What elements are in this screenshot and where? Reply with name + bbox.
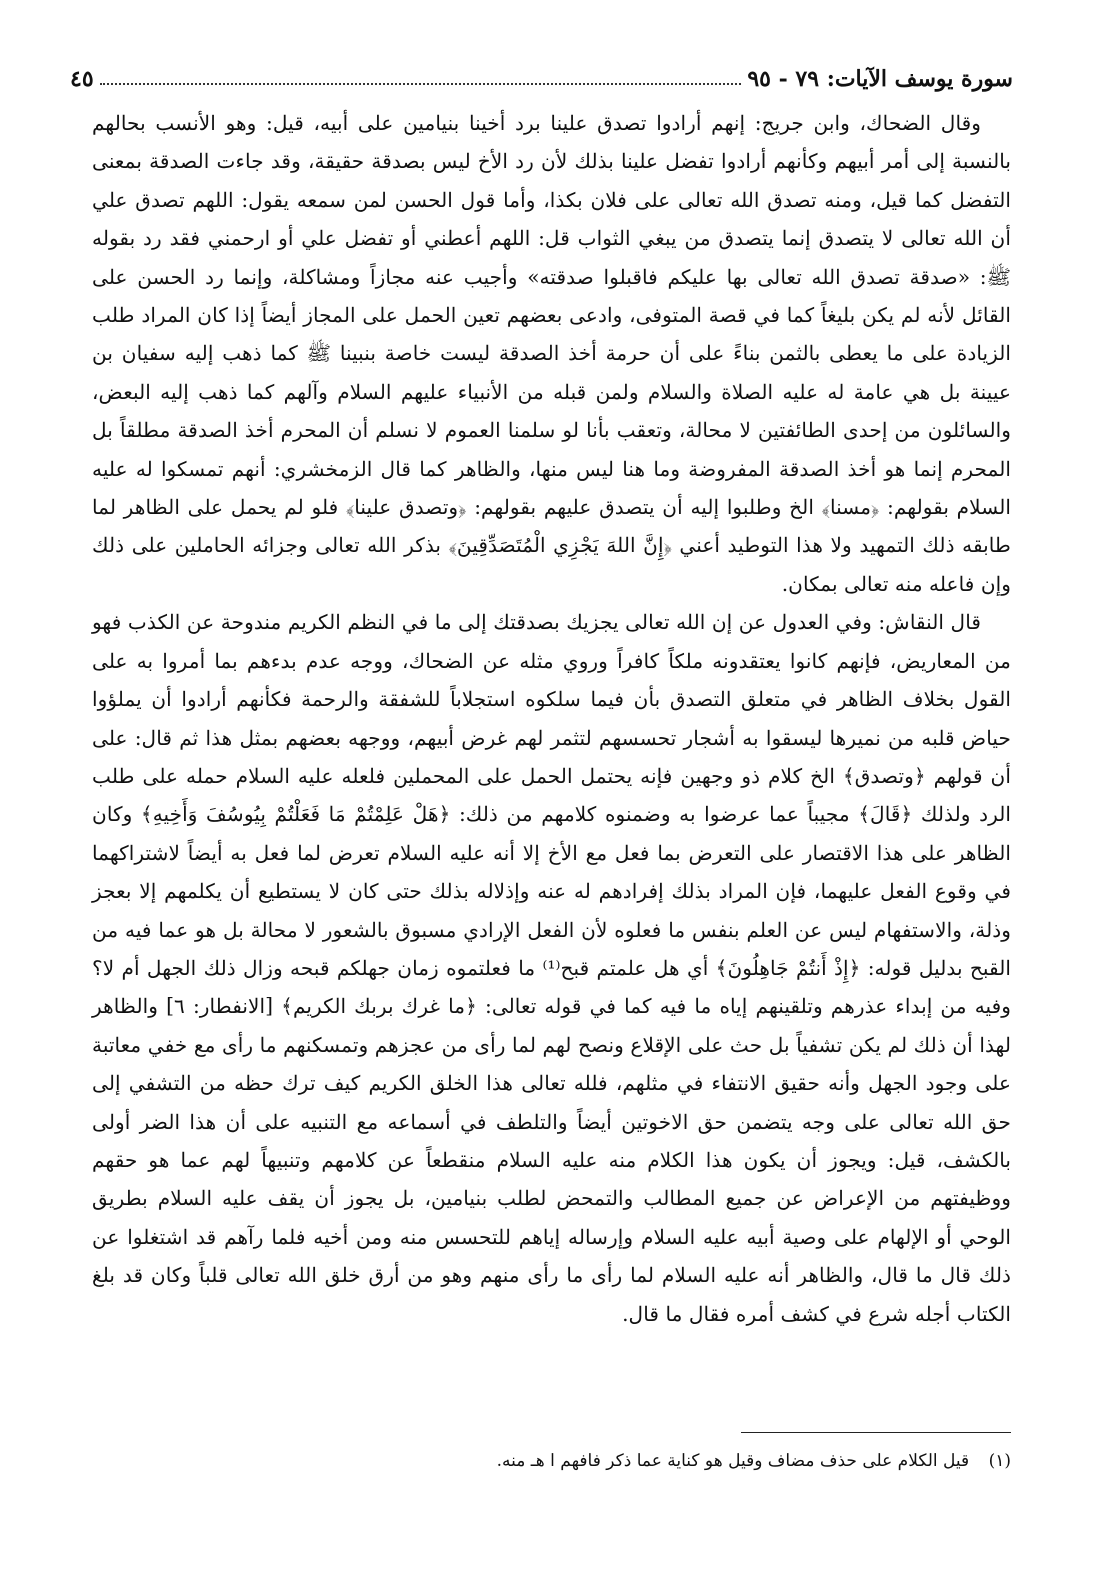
footnote-text: قيل الكلام على حذف مضاف وقيل هو كناية عما ذكر فافهم ا هـ منه.	[496, 1451, 970, 1471]
running-header	[70, 58, 1013, 92]
footnote	[92, 1447, 1011, 1475]
page-number: ٤٥	[70, 66, 94, 92]
header-dot-leader	[100, 83, 742, 85]
footnote-divider	[741, 1432, 1011, 1433]
footnote-number: (١)	[988, 1451, 1011, 1471]
paragraph-1: وقال الضحاك، وابن جريج: إنهم أرادوا تصدق علينا برد أخينا بنيامين على أبيه، قيل: وهو الأنسب بحالهم بالنسبة إلى أمر أبيهم وكأنهم أرادوا تفضل علينا بذلك لأن رد الأخ ليس بصدقة حقيقة، وقد جاءت الصدقة بمعنى التفضل كما قيل، ومنه تصدق الله تعالى على فلان بكذا، وأما قول الحسن لمن سمعه يقول: اللهم تصدق علي أن الله تعالى لا يتصدق إنما يتصدق من يبغي الثواب قل: اللهم أعطني أو تفضل علي أو ارحمني فقد رد بقوله ﷺ: «صدقة تصدق الله تعالى بها عليكم فاقبلوا صدقته» وأجيب عنه مجازاً ومشاكلة، وإنما رد الحسن على القائل لأنه لم يكن بليغاً كما في قصة المتوفى، وادعى بعضهم تعين الحمل على المجاز أيضاً إذا كان المراد طلب الزيادة على ما يعطى بالثمن بناءً على أن حرمة أخذ الصدقة ليست خاصة بنبينا ﷺ كما ذهب إليه سفيان بن عيينة بل هي عامة له عليه الصلاة والسلام ولمن قبله من الأنبياء عليهم السلام وآلهم كما ذهب إليه البعض، والسائلون من إحدى الطائفتين لا محالة، وتعقب بأنا لو سلمنا العموم لا نسلم أن المحرم أخذ الصدقة مطلقاً بل المحرم إنما هو أخذ الصدقة المفروضة وما هنا ليس منها، والظاهر كما قال الزمخشري: أنهم تمسكوا له عليه السلام بقولهم: ﴿مسنا﴾ الخ وطلبوا إليه أن يتصدق عليهم بقولهم: ﴿وتصدق علينا﴾ فلو لم يحمل على الظاهر لما طابقه ذلك التمهيد ولا هذا التوطيد أعني ﴿إِنَّ اللهَ يَجْزِي الْمُتَصَدِّقِينَ﴾ بذكر الله تعالى وجزائه الحاملين على ذلك وإن فاعله منه تعالى بمكان.	[92, 111, 1011, 596]
main-text	[92, 104, 1011, 1333]
paragraph-2: قال النقاش: وفي العدول عن إن الله تعالى يجزيك بصدقتك إلى ما في النظم الكريم مندوحة عن الكذب فهو من المعاريض، فإنهم كانوا يعتقدونه ملكاً كافراً وروي مثله عن الضحاك، ووجه عدم بدءهم بما أمروا به على القول بخلاف الظاهر في متعلق التصدق بأن فيما سلكوه استجلاباً للشفقة والرحمة فكأنهم أرادوا أن يملؤوا حياض قلبه من نميرها ليسقوا به أشجار تحسسهم لتثمر لهم غرض أبيهم، ووجهه بعضهم بمثل هذا ثم قال: على أن قولهم ﴿وتصدق﴾ الخ كلام ذو وجهين فإنه يحتمل الحمل على المحملين فلعله عليه السلام حمله على طلب الرد ولذلك ﴿قَالَ﴾ مجيباً عما عرضوا به وضمنوه كلامهم من ذلك: ﴿هَلْ عَلِمْتُمْ مَا فَعَلْتُمْ بِيُوسُفَ وَأَخِيهِ﴾ وكان الظاهر على هذا الاقتصار على التعرض بما فعل مع الأخ إلا أنه عليه السلام تعرض لما فعل به أيضاً لاشتراكهما في وقوع الفعل عليهما، فإن المراد بذلك إفرادهم له عنه وإذلاله بذلك حتى كان لا يستطيع أن يكلمهم إلا بعجز وذلة، والاستفهام ليس عن العلم بنفس ما فعلوه لأن الفعل الإرادي مسبوق بالشعور لا محالة بل هو عما فيه من القبح بدليل قوله: ﴿إِذْ أَنتُمْ جَاهِلُونَ﴾ أي هل علمتم قبح⁽¹⁾ ما فعلتموه زمان جهلكم قبحه وزال ذلك الجهل أم لا؟ وفيه من إبداء عذرهم وتلقينهم إياه ما فيه كما في قوله تعالى: ﴿ما غرك بربك الكريم﴾ [الانفطار: ٦] والظاهر لهذا أن ذلك لم يكن تشفياً بل حث على الإقلاع ونصح لهم لما رأى من عجزهم وتمسكنهم ما رأى مع خفي معاتبة على وجود الجهل وأنه حقيق الانتفاء في مثلهم، فلله تعالى هذا الخلق الكريم كيف ترك حظه من التشفي إلى حق الله تعالى على وجه يتضمن حق الاخوتين أيضاً والتلطف في أسماعه مع التنبيه على أن هذا الضر أولى بالكشف، قيل: ويجوز أن يكون هذا الكلام منه عليه السلام منقطعاً عن كلامهم وتنبيهاً لهم عما هو حقهم ووظيفتهم من الإعراض عن جميع المطالب والتمحض لطلب بنيامين، بل يجوز أن يقف عليه السلام بطريق الوحي أو الإلهام على وصية أبيه عليه السلام وإرساله إياهم للتحسس منه ومن أخيه فلما رآهم قد اشتغلوا عن ذلك قال ما قال، والظاهر أنه عليه السلام لما رأى ما رأى منهم وهو من أرق خلق الله تعالى قلباً وكان قد بلغ الكتاب أجله شرع في كشف أمره فقال ما قال.	[92, 610, 1012, 1326]
header-title: سورة يوسف الآيات: ٧٩ - ٩٥	[747, 66, 1013, 92]
